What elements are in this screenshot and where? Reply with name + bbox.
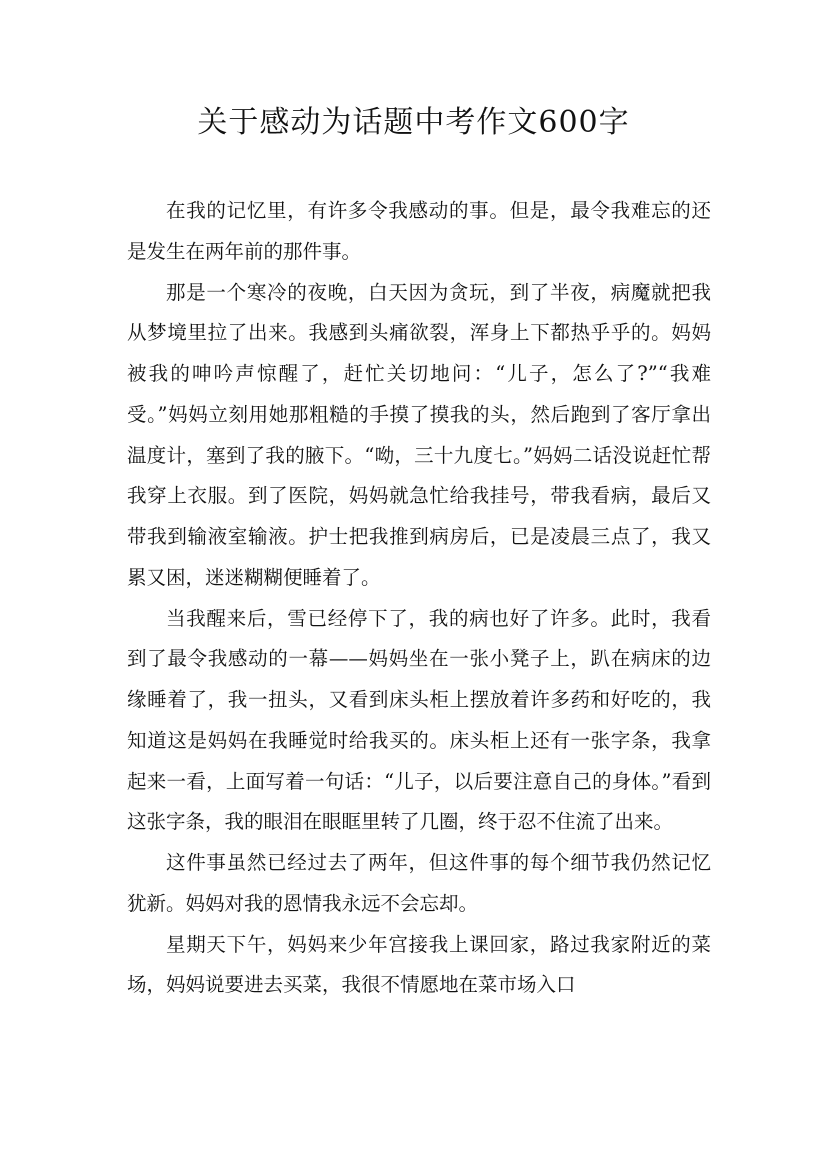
- paragraph: 在我的记忆里，有许多令我感动的事。但是，最令我难忘的还是发生在两年前的那件事。: [127, 199, 711, 263]
- paragraph: 当我醒来后，雪已经停下了，我的病也好了许多。此时，我看到了最令我感动的一幕——妈妈坐在一张小凳子上，趴在病床的边缘睡着了，我一扭头，又看到床头柜上摆放着许多药和好吃的，我知道这是妈妈在我睡觉时给我买的。床头柜上还有一张字条，我拿起来一看，上面写着一句话：“儿子，以后要注意自己的身体。”看到这张字条，我的眼泪在眼眶里转了几圈，终于忍不住流了出来。: [127, 606, 711, 834]
- paragraph: 星期天下午，妈妈来少年宫接我上课回家，路过我家附近的菜场，妈妈说要进去买菜，我很不情愿地在菜市场入口: [127, 932, 711, 997]
- paragraph: 那是一个寒冷的夜晚，白天因为贪玩，到了半夜，病魔就把我从梦境里拉了出来。我感到头痛欲裂，浑身上下都热乎乎的。妈妈被我的呻吟声惊醒了，赶忙关切地问：“儿子，怎么了?”“我难受。”妈妈立刻用她那粗糙的手摸了摸我的头，然后跑到了客厅拿出温度计，塞到了我的腋下。“呦，三十九度七。”妈妈二话没说赶忙帮我穿上衣服。到了医院，妈妈就急忙给我挂号，带我看病，最后又带我到输液室输液。护士把我推到病房后，已是凌晨三点了，我又累又困，迷迷糊糊便睡着了。: [127, 280, 711, 589]
- document-body: [127, 191, 711, 1006]
- document-title: 关于感动为话题中考作文600字: [197, 105, 630, 140]
- paragraph: 这件事虽然已经过去了两年，但这件事的每个细节我仍然记忆犹新。妈妈对我的恩情我永远不会忘却。: [127, 851, 711, 915]
